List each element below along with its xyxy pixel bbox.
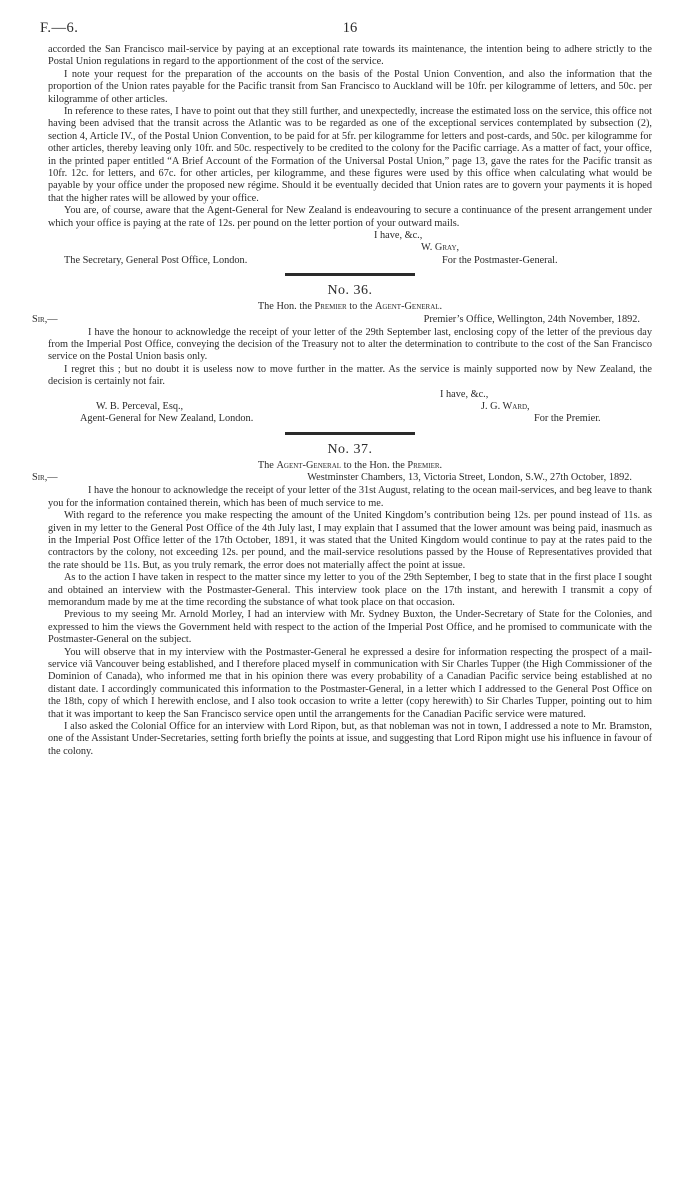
address-to: Agent-General. bbox=[374, 301, 443, 313]
signature: W. Gray, bbox=[421, 242, 460, 254]
recipient-name: W. B. Perceval, Esq., bbox=[96, 401, 184, 413]
letter-35-continuation bbox=[48, 44, 652, 267]
address-from: Premier bbox=[314, 301, 347, 313]
paragraph: As to the action I have taken in respect to the matter since my letter to you of the 29th September, I beg to state that in the first place I sought and obtained an interview with the Postmaster-General. This interview took place on the 17th instant, and herewith I transmit a copy of memorandum made by me at the time recording the substance of what took place on that occasion. bbox=[48, 572, 652, 608]
dateline: Premier’s Office, Wellington, 24th November, 1892. bbox=[423, 313, 640, 325]
paragraph: I have the honour to acknowledge the receipt of your letter of the 31st August, relating to the ocean mail-services, and beg leave to thank you for the information contained therein, which has been of much service to me. bbox=[48, 485, 652, 509]
signer-title: For the Premier. bbox=[534, 413, 601, 425]
dateline: Westminster Chambers, 13, Victoria Street, London, S.W., 27th October, 1892. bbox=[307, 472, 632, 484]
recipient-title: Agent-General for New Zealand, London. bbox=[80, 413, 254, 425]
section-divider bbox=[285, 273, 415, 276]
address-text: to the Hon. the bbox=[341, 459, 408, 471]
signer-title: For the Postmaster-General. bbox=[442, 254, 558, 266]
address-text: The Hon. the bbox=[257, 301, 315, 313]
paragraph: I note your request for the preparation of the accounts on the basis of the Postal Union Convention, and also the information that the proportion of the Union rates payable for the Pacific transit from San Francisco to Auckland will be 10fr. per kilogramme of letters, and 50c. per kilogramme of other articles. bbox=[48, 68, 652, 105]
signature-block bbox=[48, 230, 652, 267]
address-text: to the bbox=[346, 301, 375, 313]
salutation-line bbox=[32, 313, 652, 327]
recipient: The Secretary, General Post Office, London. bbox=[64, 254, 248, 266]
paragraph: I have the honour to acknowledge the receipt of your letter of the 29th September last, enclosing copy of the letter of the previous day from the Imperial Post Office, conveying the decision of the Treasury not to alter the determination to contribute to the cost of the San Francisco service on the Postal Union basis only. bbox=[48, 326, 652, 363]
salutation-line bbox=[32, 472, 652, 485]
document-reference: F.—6. bbox=[40, 20, 79, 36]
salutation: Sir,— bbox=[32, 313, 58, 325]
address-text: The bbox=[257, 459, 277, 471]
document-page bbox=[32, 20, 652, 758]
paragraph: You are, of course, aware that the Agent-General for New Zealand is endeavouring to secure a continuance of the present arrangement under which your office is paying at the rate of 12s. per pound on the letter portion of your outward mails. bbox=[48, 205, 652, 229]
signature: J. G. Ward, bbox=[481, 401, 530, 413]
paragraph: In reference to these rates, I have to point out that they still further, and unexpectedly, increase the estimated loss on the service, this office not having been advised that the transit across the Atlantic was to be regarded as one of the exceptional services contemplated by subsection (2), section 4, Article IV., of the Postal Union Convention, to be paid for at 5fr. per kilogramme for letters and post-cards, and 50c. per kilogramme for other articles, thereby leaving only 10fr. and 50c. respectively to be credited to the colony for the Pacific carriage. As a matter of fact, your office, in the printed paper entitled “A Brief Account of the Formation of the Universal Postal Union,” page 13, gave the rates for the Pacific transit as 10fr. 12c. for letters, and 67c. for other articles, per kilogramme, and these figures were used by this office when calculating what would be payable by your office under the proposed new régime. Should it be eventually decided that Union rates are to govern your payments it is hoped that the higher rates will be allowed by your office. bbox=[48, 106, 652, 204]
page-header bbox=[40, 20, 652, 40]
page-number: 16 bbox=[342, 20, 358, 36]
salutation: Sir,— bbox=[32, 472, 58, 484]
letter-number: No. 36. bbox=[327, 283, 373, 299]
letter-address bbox=[48, 460, 652, 472]
paragraph: Previous to my seeing Mr. Arnold Morley, I had an interview with Mr. Sydney Buxton, the Under-Secretary of State for the Colonies, and expressed to him the views the Government held with respect to the action of the Imperial Post Office, and he promised to communicate with the Postmaster-General on the subject. bbox=[48, 609, 652, 646]
signature-block bbox=[48, 389, 652, 426]
closing: I have, &c., bbox=[374, 230, 423, 242]
paragraph: You will observe that in my interview with the Postmaster-General he expressed a desire for information respecting the prospect of a mail-service viâ Vancouver being established, and I therefore placed myself in communication with Sir Charles Tupper (the High Commissioner of the Dominion of Canada), who informed me that in his opinion there was every probability of a Canadian Pacific service being established at no distant date. I accordingly communicated this information to the Postmaster-General, in a letter which I addressed to the General Post Office on the 18th, copy of which I herewith enclose, and I also took occasion to write a letter (copy herewith) to Sir Charles Tupper, pointing out to him that it was important to keep the San Francisco service open until the arrangements for the Canadian Pacific service were matured. bbox=[48, 646, 652, 720]
letter-36 bbox=[32, 282, 652, 426]
address-from: Agent-General bbox=[276, 459, 342, 471]
section-divider bbox=[285, 432, 415, 435]
letter-37 bbox=[32, 441, 652, 758]
paragraph: accorded the San Francisco mail-service by paying at an exceptional rate towards its maintenance, the intention being to adhere strictly to the Postal Union regulations in regard to the apportionment of the cost of the service. bbox=[48, 44, 652, 68]
address-to: Premier. bbox=[407, 459, 443, 471]
letter-address bbox=[48, 301, 652, 313]
paragraph: With regard to the reference you make respecting the amount of the United Kingdom’s contribution being 12s. per pound instead of 11s. as given in my letter to the General Post Office of the 4th July last, I may explain that I assumed that the lower amount was being paid, inasmuch as in the Imperial Post Office letter of the 17th October, 1891, it was stated that the United Kingdom would continue to pay at the rates paid to the contractors by the colony, not exceeding 12s. per pound, and the mail-service resolutions passed by the House of Representatives provided that the rate should be 11s. But, as you truly remark, the error does not materially affect the point at issue. bbox=[48, 510, 652, 571]
paragraph: I also asked the Colonial Office for an interview with Lord Ripon, but, as that nobleman was not in town, I addressed a note to Mr. Bramston, one of the Assistant Under-Secretaries, setting forth briefly the points at issue, and suggesting that Lord Ripon might use his influence in favour of the colony. bbox=[48, 721, 652, 757]
closing: I have, &c., bbox=[440, 388, 489, 400]
paragraph: I regret this ; but no doubt it is useless now to move further in the matter. As the service is mainly supported now by New Zealand, the decision is certainly not fair. bbox=[48, 363, 652, 388]
letter-number: No. 37. bbox=[327, 441, 373, 457]
